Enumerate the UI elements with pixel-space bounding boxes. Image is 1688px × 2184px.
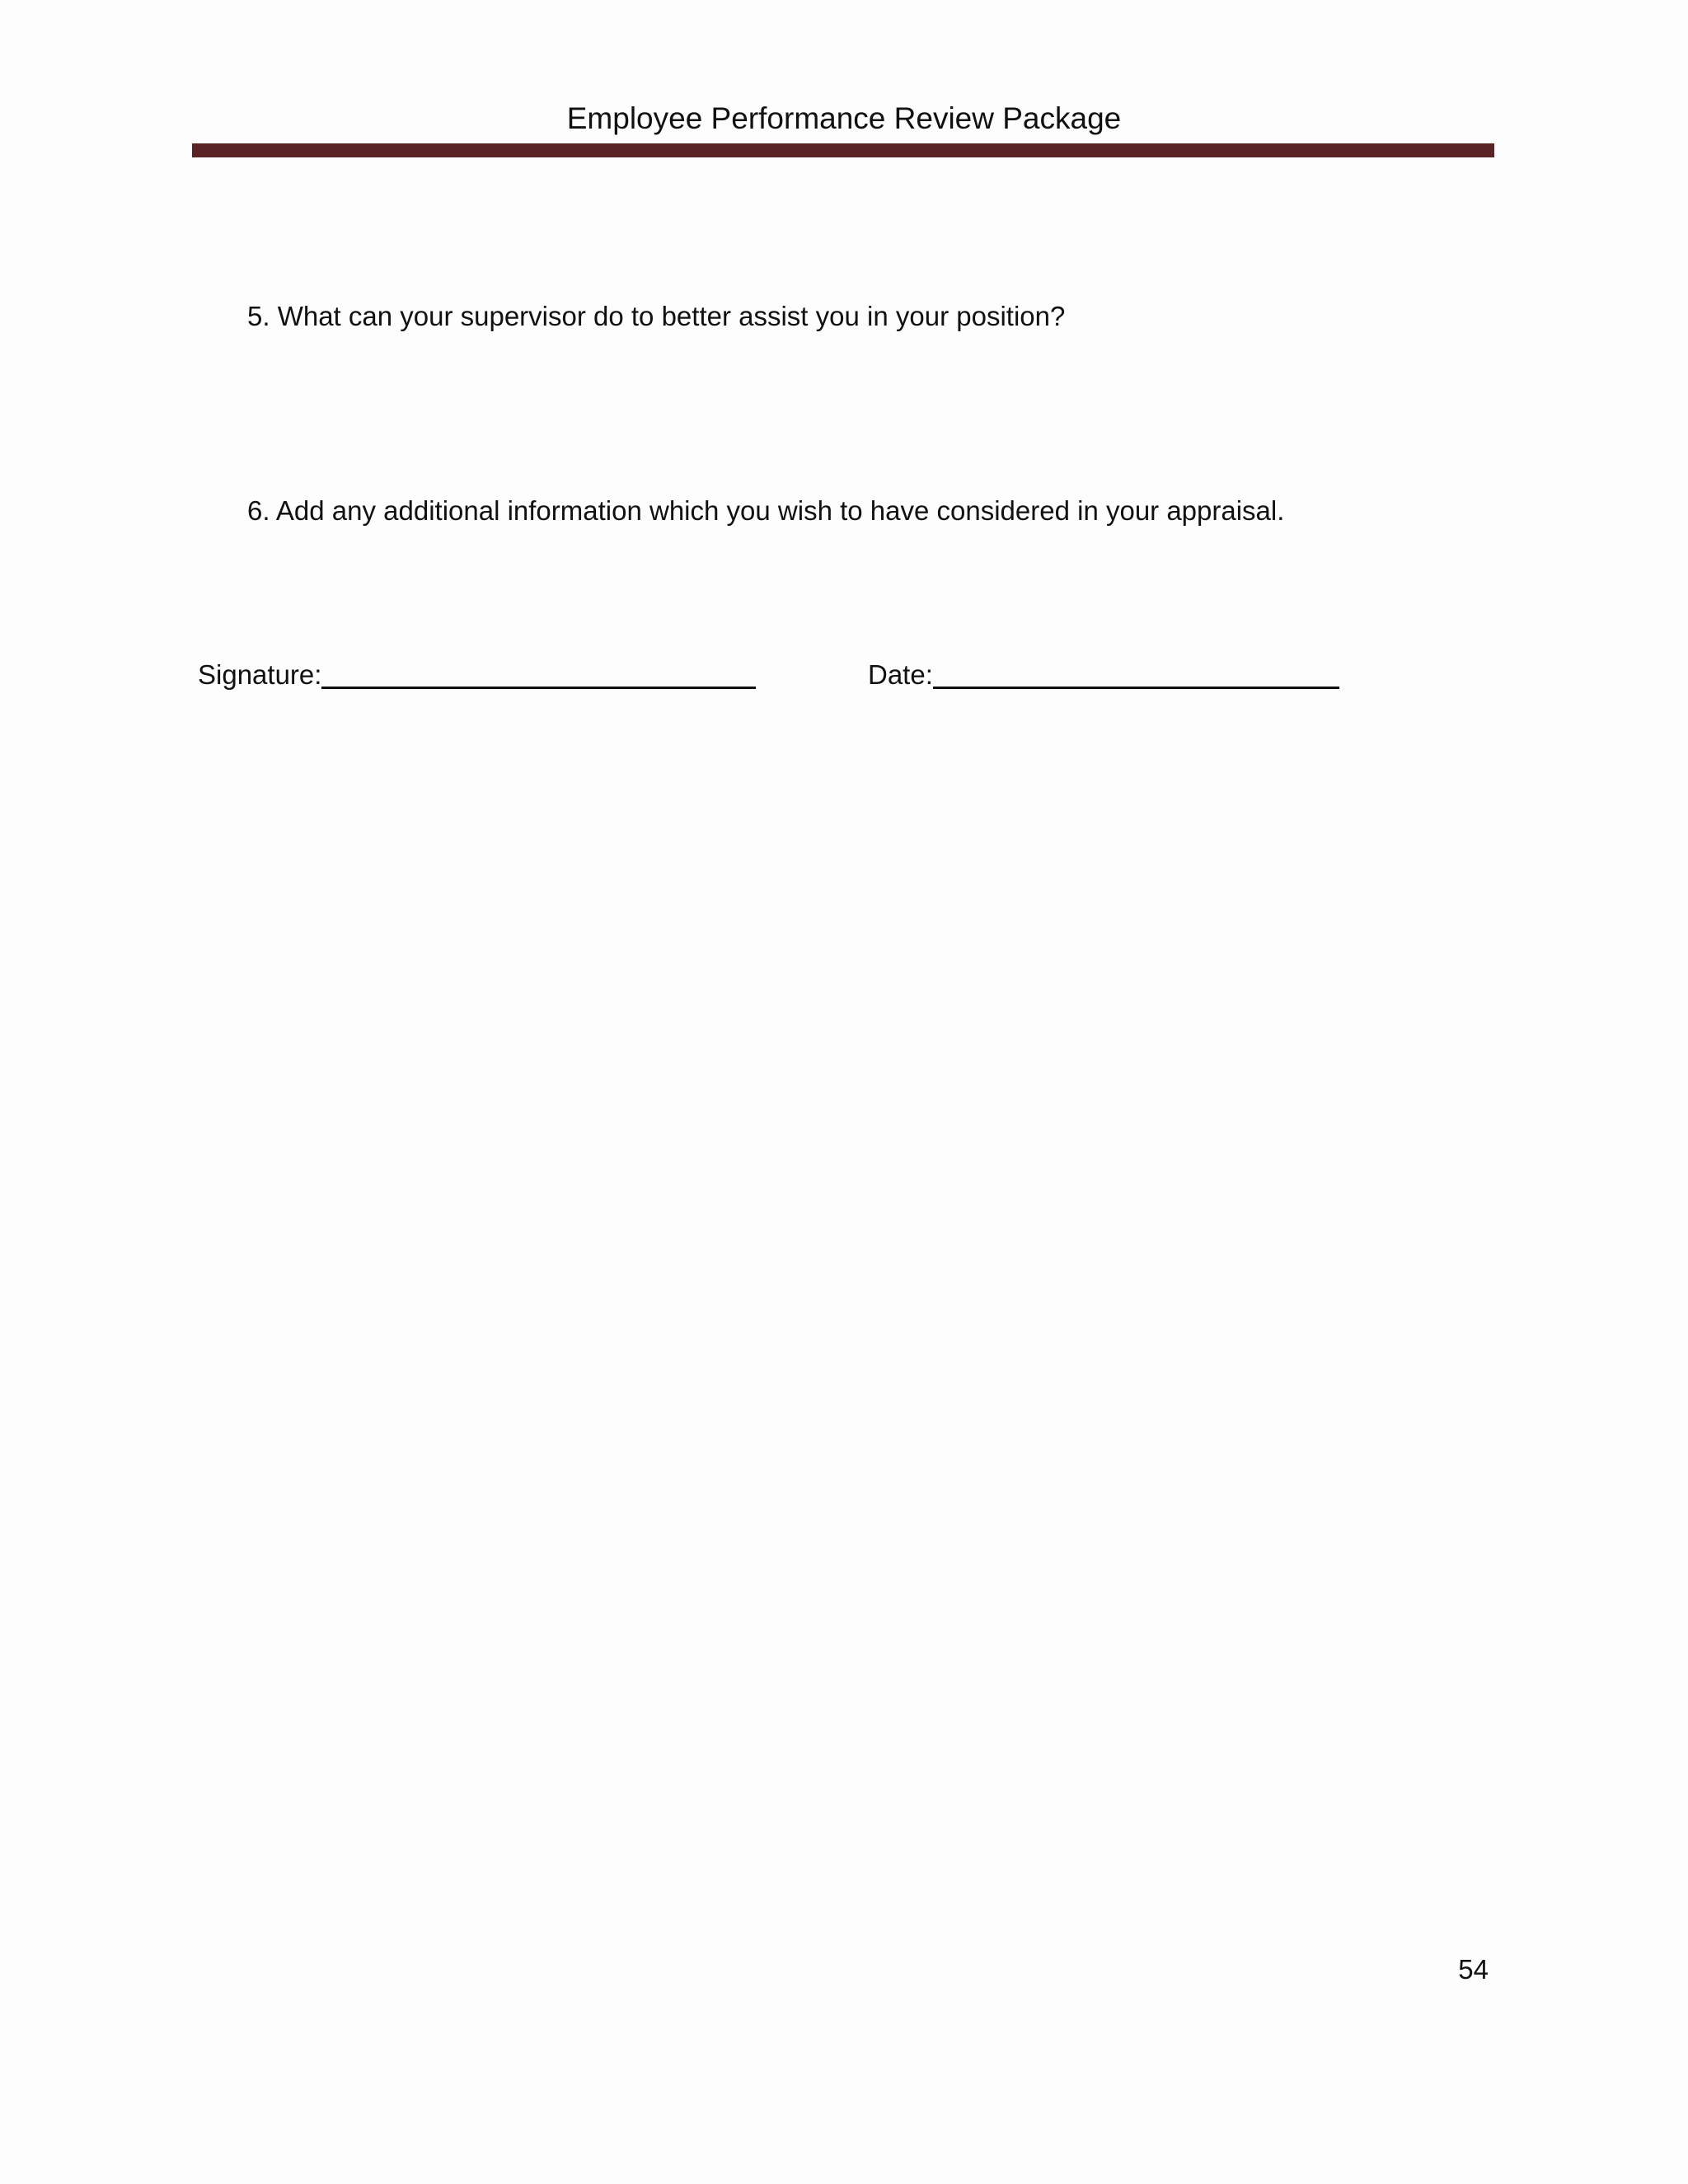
question-5: 5. What can your supervisor do to better assist you in your position? [247, 301, 1066, 331]
date-field[interactable] [868, 658, 1339, 691]
header-divider [192, 143, 1494, 157]
question-6: 6. Add any additional information which you wish to have considered in your appraisal. [247, 495, 1285, 526]
date-label: Date: [868, 659, 933, 690]
page-header-title: Employee Performance Review Package [566, 101, 1122, 135]
signature-label: Signature: [198, 659, 322, 690]
date-line[interactable] [933, 658, 1339, 689]
page-number: 54 [1458, 1954, 1489, 1985]
signature-line[interactable] [321, 658, 756, 689]
signature-field[interactable] [198, 658, 756, 691]
